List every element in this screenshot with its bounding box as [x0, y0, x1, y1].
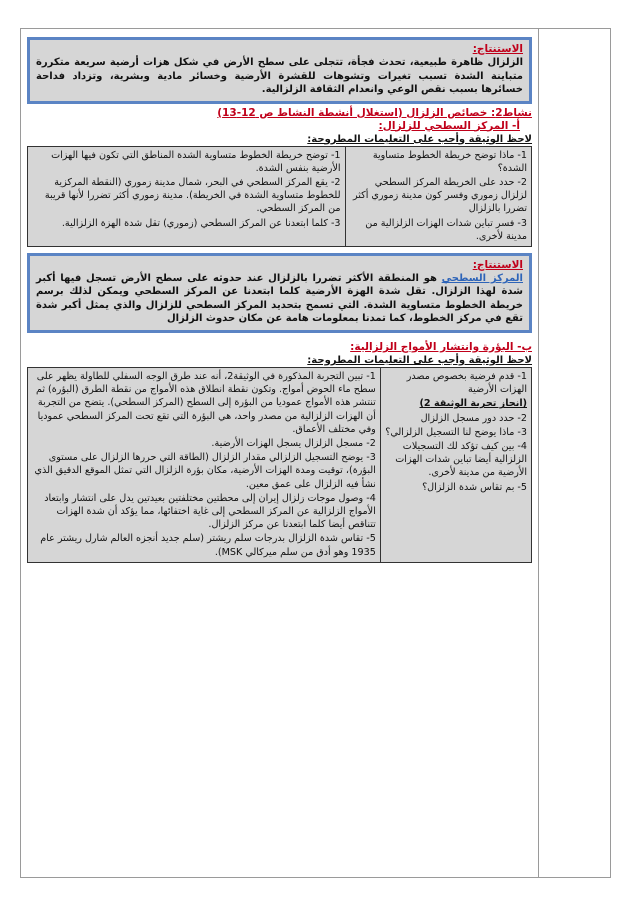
question-item: 5- بم تقاس شدة الزلزال؟	[422, 481, 527, 493]
answer-item: 2- يقع المركز السطحي في البحر، شمال مدينة زموري (النقطة المركزية للخطوط متساوية الشدة في الخريطة). مدينة زموري أكثر تضررا لأنها قريبة من المركز السطحي.	[44, 176, 341, 215]
questions-cell	[345, 146, 531, 246]
question-item: 1- ماذا توضح خريطة الخطوط متساوية الشدة؟	[372, 149, 527, 174]
activity-title: نشاط2: خصائص الزلزال (استغلال أنشطة النشاط ص 12-13)	[217, 106, 532, 119]
conclusion-box-2	[27, 253, 532, 333]
document-page	[20, 28, 611, 878]
question-note: (انجاز تجربة الوثيقة 2)	[419, 398, 527, 410]
answers-cell	[28, 146, 346, 246]
section-b-title: ب- البؤرة وانتشار الأمواج الزلزالية:	[350, 340, 532, 353]
answer-item: 2- مسجل الزلزال يسجل الهزات الأرضية.	[211, 437, 376, 449]
conclusion-text: هو المنطقة الأكثر تضررا بالزلزال عند حدوثه على سطح الأرض تسجل فيها أكبر شدة لهذا الزلزال. تقل شدة الهزة الأرضية كلما ابتعدنا عن المركز السطحي ويمكن لذلك برسم خريطة الخطوط متساوية الشدة. التي تسمح بتحديد المركز السطحي للزلزال والذي يمثل أكبر شدة تقع في مركز الخطوط، كما تمدنا بمعلومات هامة عن مكان حدوث الزلزال	[36, 272, 523, 325]
answer-item: 3- يوضح التسجيل الزلزالي مقدار الزلزال (الطاقة التي حررها الزلزال على مستوى البؤرة)، توقيت ومدة الهزات الأرضية، مكان بؤرة الزلزال التي تمثل الموقع الدقيق الذي نشأ فيه الزلزال على عمق معين.	[34, 452, 376, 490]
question-item: 1- قدم فرضية بخصوص مصدر الهزات الأرضية	[406, 370, 527, 396]
questions-cell	[380, 367, 531, 562]
answer-item: 1- تبين التجربة المذكورة في الوثيقة2، أنه عند طرق الوجه السفلي للطاولة يظهر على سطح ماء الحوض أمواج. وتكون نقطة انطلاق هذه الأمواج من نقطة الطرق (البؤرة) ثم تنتشر هذه الأمواج عموديا من البؤرة إلى السطح (المركز السطحي). يتضح من التجربة أن الهزات الزلزالية من مصدر واحد، هي البؤرة التي تقع تحت المركز السطحي عموديا وفي مختلف الأعماق.	[35, 370, 376, 435]
question-item: 2- حدد دور مسجل الزلزال	[420, 412, 527, 424]
question-item: 4- بين كيف تؤكد لك التسجيلات الزلزالية أيضا تباين شدات الهزات الأرضية من مدينة لأخرى.	[395, 440, 527, 479]
answers-cell	[28, 367, 381, 562]
lesson-content	[27, 37, 532, 563]
answer-item: 1- توضح خريطة الخطوط متساوية الشدة المناطق التي تكون فيها الهزات الأرضية بنفس الشدة.	[51, 149, 341, 174]
question-item: 3- فسر تباين شدات الهزات الزلزالية من مدينة لأخرى.	[365, 217, 527, 242]
conclusion-text: الزلزال ظاهرة طبيعية، تحدث فجأة، تتجلى على سطح الأرض في شكل هزات أرضية سريعة متكررة متباينة الشدة تسبب تغيرات وتشوهات للقشرة الأرضية وخسائر مادية وبشرية، وتزداد فداحة خسائرها بسبب نقص الوعي وانعدام الثقافة الزلزالية.	[36, 57, 523, 95]
instruction-text: لاحظ الوثيقة وأجب على التعليمات المطروحة:	[307, 354, 532, 366]
question-item: 2- حدد على الخريطة المركز السطحي لزلزال زموري وفسر كون مدينة زموري أكثر تضررا بالزلزال	[352, 176, 527, 215]
qa-table-2	[27, 367, 532, 563]
instruction-text: لاحظ الوثيقة وأجب على التعليمات المطروحة:	[307, 133, 532, 145]
key-term: المركز السطحي	[441, 272, 523, 284]
conclusion-title: الاستنتاج:	[472, 258, 523, 271]
margin-column-divider	[538, 29, 539, 877]
answer-item: 5- تقاس شدة الزلزال بدرجات سلم ريشتر (سلم جديد أنجزه العالم شارل ريشتر عام 1935 وهو أدق من سلم ميركالي MSK).	[40, 533, 376, 558]
conclusion-title: الاستنتاج:	[472, 43, 523, 55]
answer-item: 4- وصول موجات زلزال إيران إلى محطتين مختلفتين بعيدتين يدل على انتشار وابتعاد الأمواج الزلزالية عن المركز السطحي إلى غاية اختفائها، مما يؤكد أن شدة الهزات تتناقص أيضا كلما ابتعدنا عن مركز الزلزال.	[44, 492, 376, 531]
question-item: 3- ماذا يوضح لنا التسجيل الزلزالي؟	[385, 426, 527, 438]
subsection-a-title: أ- المركز السطحي للزلزال:	[378, 119, 520, 132]
answer-item: 3- كلما ابتعدنا عن المركز السطحي (زموري) تقل شدة الهزة الزلزالية.	[61, 217, 341, 229]
conclusion-box-1	[27, 37, 532, 104]
qa-table-1	[27, 146, 532, 247]
